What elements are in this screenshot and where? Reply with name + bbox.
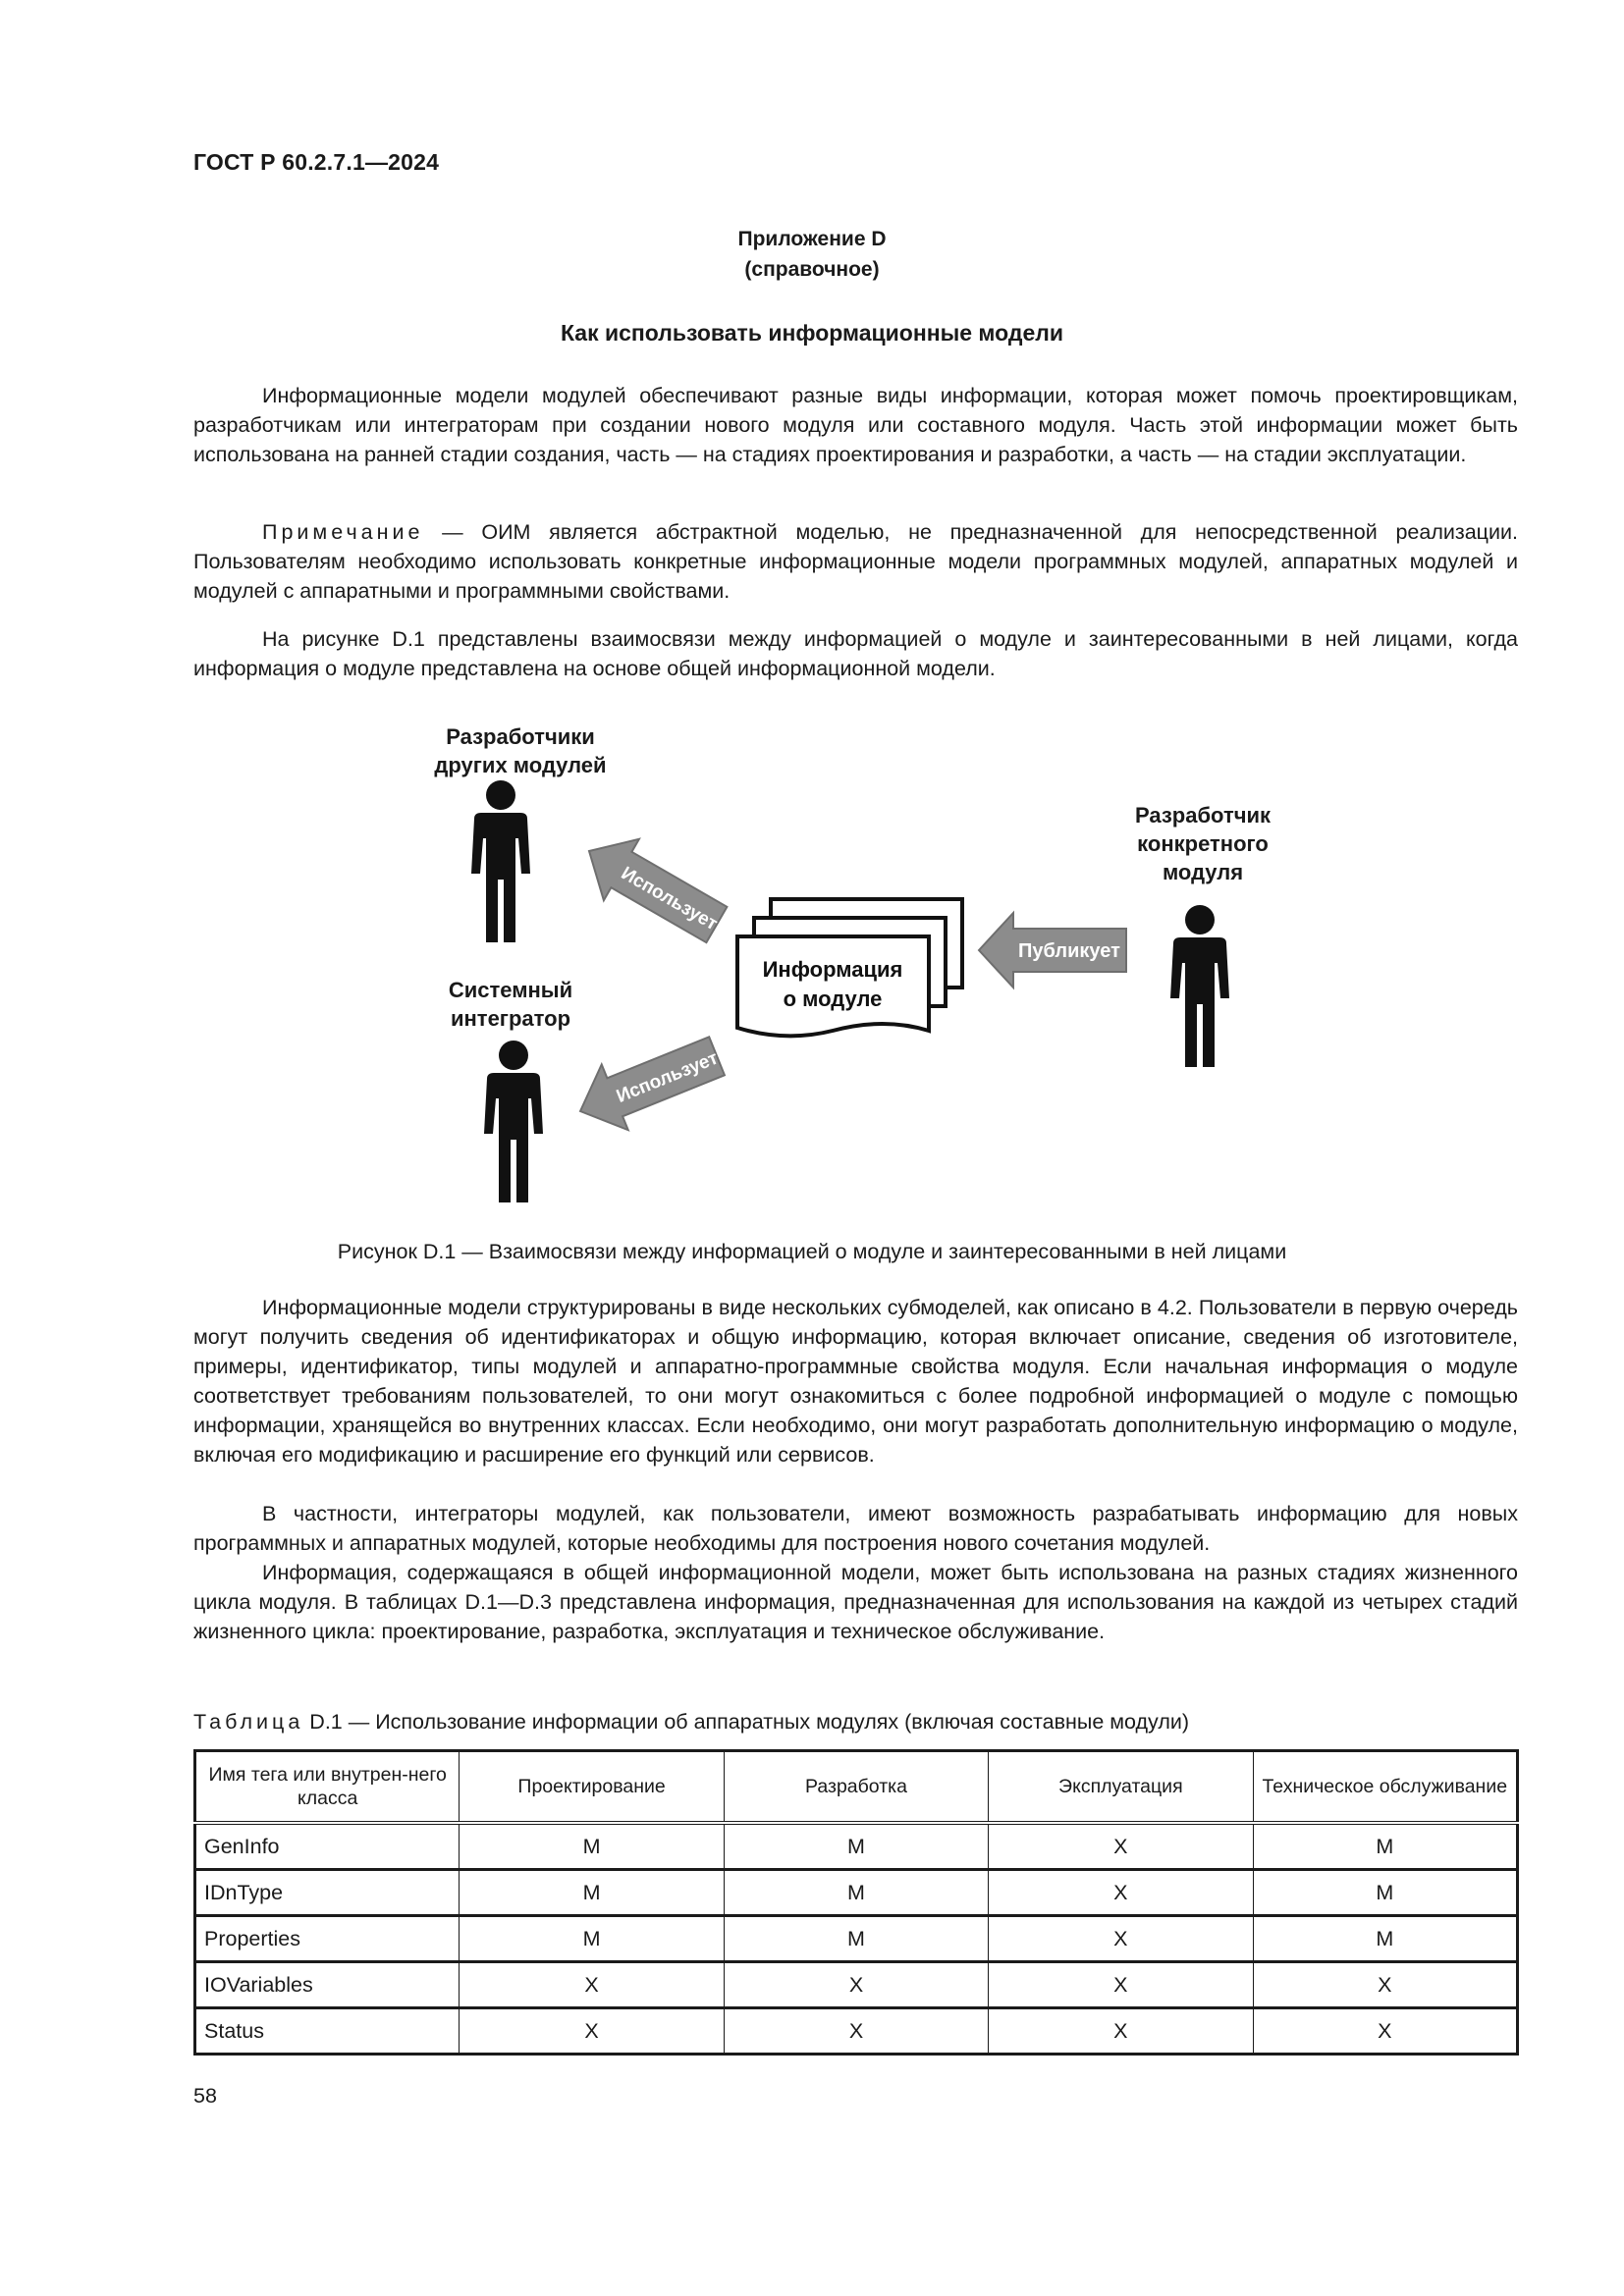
cell-tag-name: Properties	[195, 1916, 460, 1962]
cell-value: M	[1253, 1916, 1517, 1962]
cell-value: M	[1253, 1823, 1517, 1870]
arrow-label: Публикует	[1018, 940, 1120, 962]
arrow-uses-top	[571, 821, 734, 955]
table-row	[195, 1870, 1518, 1916]
document-code: ГОСТ Р 60.2.7.1—2024	[193, 149, 440, 175]
actor-label-line: Разработчики	[446, 724, 595, 749]
paragraph-figure-ref: На рисунке D.1 представлены взаимосвязи между информацией о модуле и заинтересованными в ней лицами, когда информация о модуле представлена на основе общей информационной модели.	[193, 627, 1518, 680]
figure-d1	[0, 717, 1624, 1227]
cell-tag-name: GenInfo	[195, 1823, 460, 1870]
person-icon	[471, 780, 530, 942]
cell-value: X	[460, 2008, 725, 2055]
appendix-type: (справочное)	[744, 258, 880, 281]
column-header-design: Проектирование	[460, 1751, 725, 1824]
table-row	[195, 1962, 1518, 2008]
actor-label-line: интегратор	[450, 1006, 571, 1031]
cell-tag-name: Status	[195, 2008, 460, 2055]
cell-tag-name: IDnType	[195, 1870, 460, 1916]
actor-label-line: Разработчик	[1134, 803, 1272, 828]
appendix-label: Приложение D	[737, 228, 887, 250]
actor-label-line: Системный	[448, 978, 573, 1002]
arrow-publishes	[979, 913, 1126, 988]
paragraph-intro: Информационные модели модулей обеспечивают разные виды информации, которая может помочь проектировщикам, разработчикам или интеграторам при создании нового модуля или составного модуля. Часть этой информации может быть использована на ранней стадии создания, часть — на стадиях проектирования и разработки, а часть — на стадии эксплуатации.	[193, 384, 1518, 466]
arrow-label: Использует	[613, 1047, 722, 1108]
column-header-operation: Эксплуатация	[989, 1751, 1253, 1824]
cell-value: X	[1253, 2008, 1517, 2055]
person-icon	[1170, 905, 1229, 1067]
document-label-line2: о модуле	[783, 987, 883, 1011]
figure-caption: Рисунок D.1 — Взаимосвязи между информацией о модуле и заинтересованными в ней лицами	[337, 1240, 1287, 1263]
table-caption	[193, 1710, 1189, 1735]
note-paragraph	[193, 517, 1518, 606]
cell-value: X	[989, 1962, 1253, 2008]
actor-label-line: других модулей	[434, 753, 607, 777]
table-row	[195, 1823, 1518, 1870]
table-row	[195, 1916, 1518, 1962]
cell-value: X	[460, 1962, 725, 2008]
cell-value: M	[460, 1823, 725, 1870]
note-label: Примечание	[262, 520, 424, 544]
cell-value: M	[460, 1870, 725, 1916]
figure-graphics	[0, 717, 1624, 1227]
cell-tag-name: IOVariables	[195, 1962, 460, 2008]
column-header-tag-name: Имя тега или внутрен-него класса	[195, 1751, 460, 1824]
cell-value: X	[989, 1823, 1253, 1870]
section-title: Как использовать информационные модели	[560, 320, 1064, 346]
column-header-development: Разработка	[724, 1751, 988, 1824]
table-caption-label: Таблица	[193, 1710, 304, 1734]
cell-value: M	[724, 1870, 988, 1916]
cell-value: X	[724, 2008, 988, 2055]
cell-value: M	[1253, 1870, 1517, 1916]
actor-label-line: конкретного	[1137, 831, 1269, 856]
cell-value: X	[989, 1916, 1253, 1962]
document-label-line1: Информация	[762, 957, 903, 982]
actor-label-line: модуля	[1162, 860, 1244, 884]
cell-value: M	[724, 1916, 988, 1962]
cell-value: X	[989, 2008, 1253, 2055]
paragraph-submodels: Информационные модели структурированы в виде нескольких субмоделей, как описано в 4.2. Пользователи в первую очередь могут получить сведения об идентификаторах и общую информацию, которая включает описание, сведения об изготовителе, примеры, идентификатор, типы модулей и аппаратно-программные свойства модуля. Если начальная информация о модуле соответствует требованиям пользователей, то они могут ознакомиться с более подробной информацией о модуле с помощью информации, хранящейся во внутренних классах. Если необходимо, они могут разработать дополнительную информацию о модуле, включая его модификацию и расширение его функций или сервисов.	[193, 1296, 1518, 1467]
note-text: — ОИМ является абстрактной моделью, не предназначенной для непосредственной реализации. Пользователям необходимо использовать конкретные информационные модели программных модулей, аппаратных модулей и модулей с аппаратными и программными свойствами.	[193, 520, 1518, 603]
table-row	[195, 2008, 1518, 2055]
cell-value: M	[724, 1823, 988, 1870]
person-icon	[484, 1041, 543, 1202]
paragraph-lifecycle: Информация, содержащаяся в общей информационной модели, может быть использована на разных стадиях жизненного цикла модуля. В таблицах D.1—D.3 представлена информация, предназначенная для использования на каждой из четырех стадий жизненного цикла: проектирование, разработка, эксплуатация и техническое обслуживание.	[193, 1561, 1518, 1643]
cell-value: M	[460, 1916, 725, 1962]
table-header-row	[195, 1751, 1518, 1824]
cell-value: X	[724, 1962, 988, 2008]
column-header-maintenance: Техническое обслуживание	[1253, 1751, 1517, 1824]
page-number: 58	[193, 2084, 217, 2108]
paragraph-integrators: В частности, интеграторы модулей, как пользователи, имеют возможность разрабатывать информацию для новых программных и аппаратных модулей, которые необходимы для построения нового сочетания модулей.	[193, 1502, 1518, 1555]
table-caption-text: D.1 — Использование информации об аппаратных модулях (включая составные модули)	[303, 1710, 1190, 1734]
cell-value: X	[1253, 1962, 1517, 2008]
arrow-uses-bottom	[568, 1023, 731, 1144]
cell-value: X	[989, 1870, 1253, 1916]
arrow-label: Использует	[617, 863, 722, 935]
usage-table	[193, 1749, 1519, 2056]
